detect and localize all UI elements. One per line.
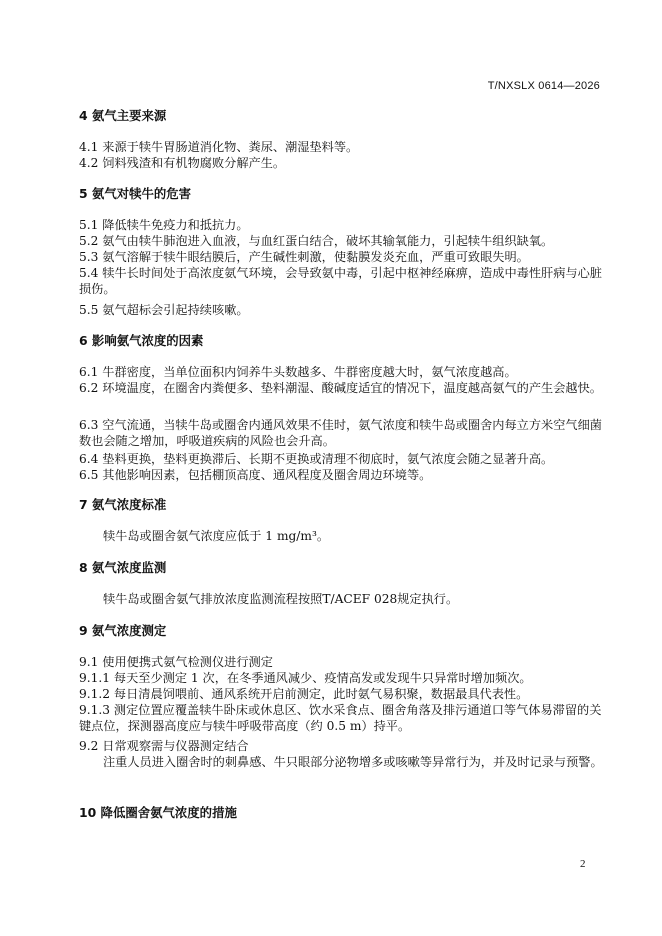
clause-7-text: 犊牛岛或圈舍氨气浓度应低于 1 mg/m³。: [103, 529, 330, 543]
document-code: T/NXSLX 0614—2026: [487, 80, 600, 92]
clause-5-1: 5.1 降低犊牛免疫力和抵抗力。: [79, 218, 249, 232]
page-number: 2: [580, 858, 586, 870]
clause-9-1: 9.1 使用便携式氨气检测仪进行测定: [79, 655, 273, 669]
section-heading-9: 9 氨气浓度测定: [79, 623, 167, 638]
clause-6-4: 6.4 垫料更换，垫料更换滞后、长期不更换或清理不彻底时，氨气浓度会随之显著升高。: [79, 452, 554, 466]
section-heading-6: 6 影响氨气浓度的因素: [79, 333, 204, 348]
clause-6-1: 6.1 牛群密度，当单位面积内饲养牛头数越多、牛群密度越大时，氨气浓度越高。: [79, 365, 517, 379]
clause-5-2: 5.2 氨气由犊牛肺泡进入血液，与血红蛋白结合，破坏其输氧能力，引起犊牛组织缺氧。: [79, 234, 554, 248]
clause-9-2: 9.2 日常观察需与仪器测定结合: [79, 739, 249, 753]
clause-4-1: 4.1 来源于犊牛胃肠道消化物、粪尿、潮湿垫料等。: [79, 140, 359, 154]
clause-6-2: 6.2 环境温度，在圈舍内粪便多、垫料潮湿、酸碱度适宜的情况下，温度越高氨气的产生会越快。: [79, 381, 602, 395]
clause-9-1-1: 9.1.1 每天至少测定 1 次，在冬季通风减少、疫情高发或发现牛只异常时增加频次。: [79, 671, 532, 685]
section-heading-10: 10 降低圈舍氨气浓度的措施: [79, 805, 237, 820]
clause-9-1-2: 9.1.2 每日清晨饲喂前、通风系统开启前测定，此时氨气易积聚，数据最具代表性。: [79, 687, 529, 701]
clause-4-2: 4.2 饲料残渣和有机物腐败分解产生。: [79, 156, 286, 170]
clause-9-1-3: 9.1.3 测定位置应覆盖犊牛卧床或休息区、饮水采食点、圈舍角落及排污通道口等气体易滞留的关键点位，探测器高度应与犊牛呼吸带高度（约 0.5 m）持平。: [79, 703, 602, 733]
section-heading-4: 4 氨气主要来源: [79, 108, 167, 123]
section-heading-5: 5 氨气对犊牛的危害: [79, 186, 192, 201]
clause-6-5: 6.5 其他影响因素，包括棚顶高度、通风程度及圈舍周边环境等。: [79, 468, 432, 482]
section-heading-7: 7 氨气浓度标准: [79, 497, 167, 512]
clause-9-2-note: 注重人员进入圈舍时的刺鼻感、牛只眼部分泌物增多或咳嗽等异常行为，并及时记录与预警。: [103, 755, 603, 769]
clause-5-4: 5.4 犊牛长时间处于高浓度氨气环境，会导致氨中毒，引起中枢神经麻痹，造成中毒性肝病与心脏损伤。: [79, 266, 602, 296]
clause-5-5: 5.5 氨气超标会引起持续咳嗽。: [79, 303, 249, 317]
clause-5-3: 5.3 氨气溶解于犊牛眼结膜后，产生碱性刺激，使黏膜发炎充血，严重可致眼失明。: [79, 250, 529, 264]
section-heading-8: 8 氨气浓度监测: [79, 560, 167, 575]
clause-8-text: 犊牛岛或圈舍氨气排放浓度监测流程按照T/ACEF 028规定执行。: [103, 592, 459, 606]
clause-6-3: 6.3 空气流通，当犊牛岛或圈舍内通风效果不佳时，氨气浓度和犊牛岛或圈舍内每立方米空气细菌数也会随之增加，呼吸道疾病的风险也会升高。: [79, 418, 602, 448]
